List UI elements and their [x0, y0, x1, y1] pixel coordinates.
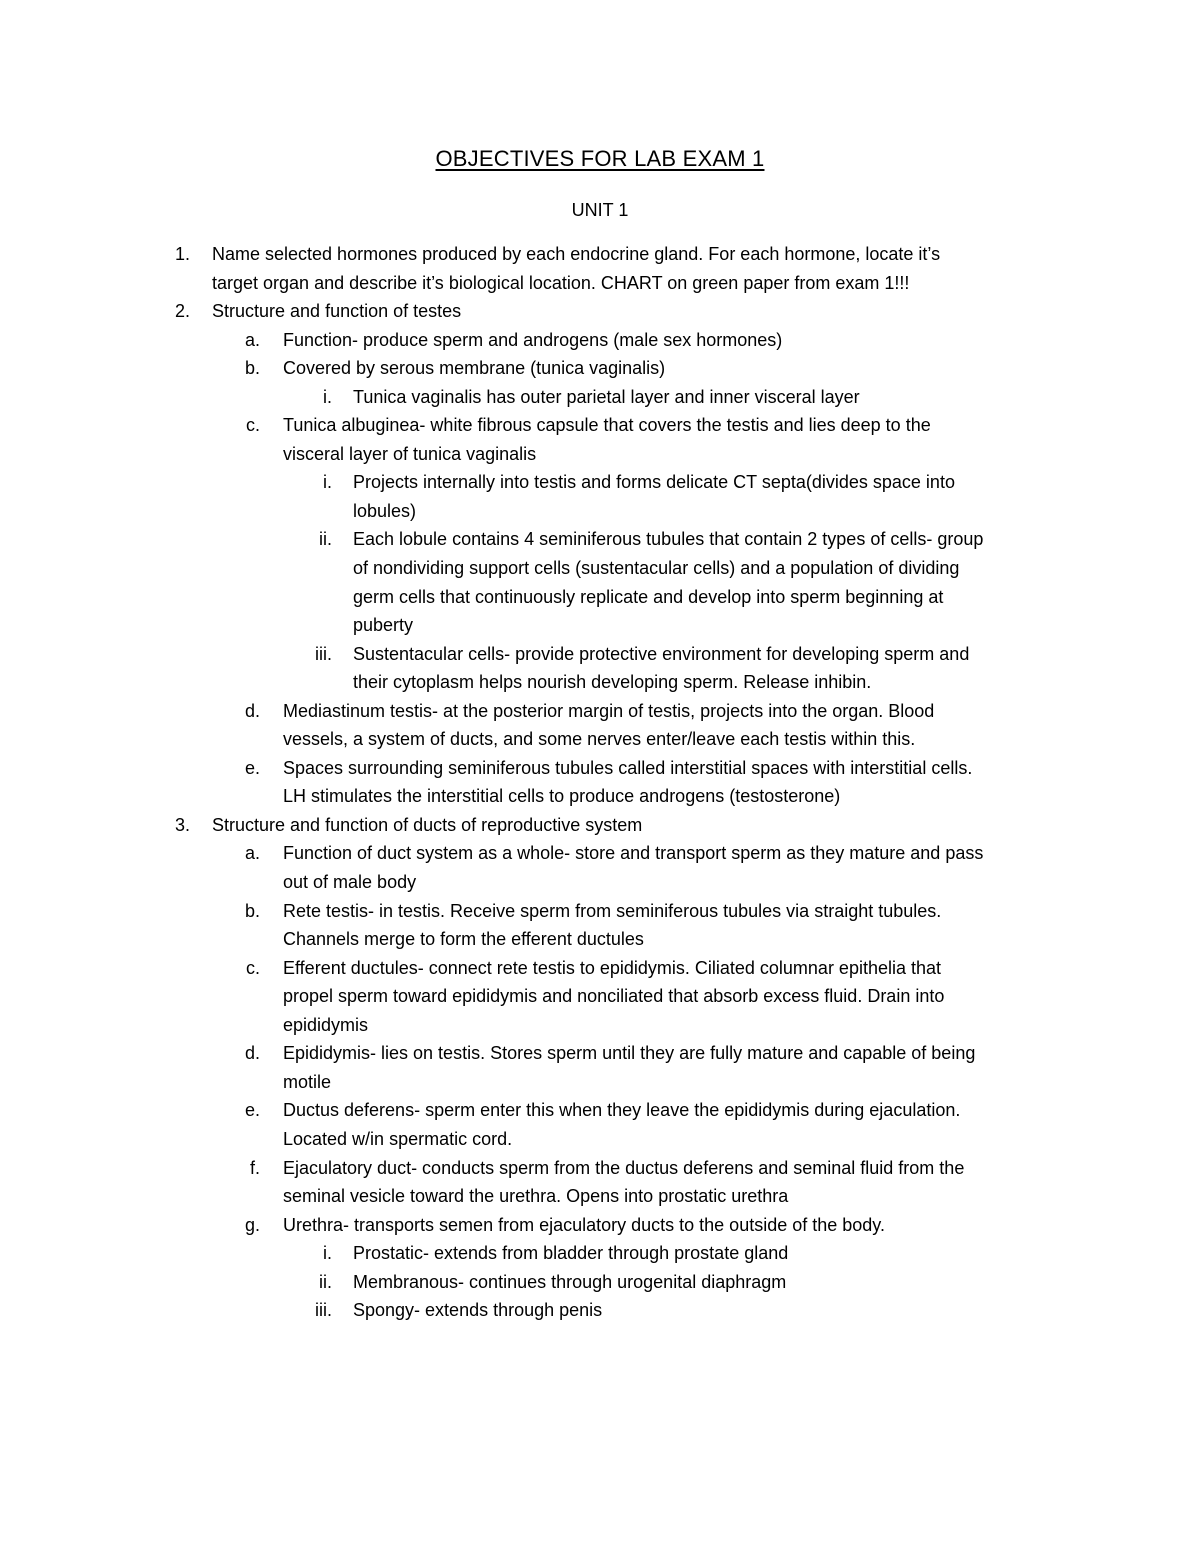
list-item-text: Tunica albuginea- white fibrous capsule that covers the testis and lies deep to the [283, 415, 931, 436]
list-item-text: Efferent ductules- connect rete testis to epididymis. Ciliated columnar epithelia that [283, 957, 942, 978]
list-item-text: Membranous- continues through urogenital diaphragm [353, 1271, 787, 1292]
list-item [0, 868, 1200, 897]
list-item-text: propel sperm toward epididymis and nonciliated that absorb excess fluid. Drain into [283, 986, 945, 1007]
list-item-text: target organ and describe it’s biological location. CHART on green paper from exam 1!!! [212, 272, 910, 293]
list-marker: d. [244, 1043, 260, 1064]
list-marker: e. [244, 1100, 260, 1121]
list-item-text: Mediastinum testis- at the posterior margin of testis, projects into the organ. Blood [283, 700, 935, 721]
list-marker: i. [323, 1243, 332, 1264]
list-marker: iii. [315, 1300, 332, 1321]
list-marker: 1. [174, 244, 190, 264]
list-item [0, 925, 1200, 954]
list-item-text: Structure and function of ducts of reproductive system [212, 814, 643, 835]
list-item-text: Located w/in spermatic cord. [283, 1128, 513, 1149]
list-marker: i. [323, 386, 332, 407]
list-item [0, 1039, 1200, 1068]
list-item [0, 811, 1200, 840]
list-item-text: lobules) [353, 500, 417, 521]
list-item [0, 782, 1200, 811]
list-item [0, 725, 1200, 754]
list-marker: iii. [315, 643, 332, 664]
list-item [0, 269, 1200, 298]
list-item-text: Function of duct system as a whole- store and transport sperm as they mature and pass [283, 843, 984, 864]
list-item-text: epididymis [283, 1014, 369, 1035]
list-item [0, 754, 1200, 783]
list-marker: g. [244, 1214, 260, 1235]
list-item [0, 897, 1200, 926]
list-item-text: Projects internally into testis and forms delicate CT septa(divides space into [353, 472, 955, 493]
list-item-text: Tunica vaginalis has outer parietal layer and inner visceral layer [353, 386, 860, 407]
list-item-text: Epididymis- lies on testis. Stores sperm until they are fully mature and capable of being [283, 1043, 976, 1064]
list-item [0, 1182, 1200, 1211]
list-item-text: Structure and function of testes [212, 301, 462, 322]
list-item-text: LH stimulates the interstitial cells to produce androgens (testosterone) [283, 786, 841, 807]
objectives-list [0, 240, 1200, 1325]
list-marker: 2. [174, 301, 190, 322]
list-marker: e. [244, 757, 260, 778]
list-item-text: Function- produce sperm and androgens (male sex hormones) [283, 329, 783, 350]
list-item [0, 383, 1200, 412]
list-item-text: puberty [353, 615, 414, 636]
list-item [0, 1211, 1200, 1240]
list-marker: f. [249, 1157, 260, 1178]
list-item-text: Spaces surrounding seminiferous tubules called interstitial spaces with interstitial cells. [283, 757, 973, 778]
list-item [0, 1125, 1200, 1154]
list-marker: c. [245, 415, 260, 436]
list-item [0, 1296, 1200, 1325]
list-item [0, 697, 1200, 726]
list-item [0, 468, 1200, 497]
list-item-text: their cytoplasm helps nourish developing sperm. Release inhibin. [353, 672, 872, 693]
list-item [0, 411, 1200, 440]
list-item [0, 839, 1200, 868]
list-marker: a. [244, 329, 260, 350]
list-item-text: Spongy- extends through penis [353, 1300, 603, 1321]
list-marker: b. [244, 900, 260, 921]
list-item-text: Each lobule contains 4 seminiferous tubules that contain 2 types of cells- group [353, 529, 984, 550]
list-item-text: Name selected hormones produced by each endocrine gland. For each hormone, locate it’s [212, 244, 941, 264]
list-item-text: vessels, a system of ducts, and some nerves enter/leave each testis within this. [283, 729, 916, 750]
list-item [0, 1096, 1200, 1125]
list-item [0, 354, 1200, 383]
list-item-text: Rete testis- in testis. Receive sperm from seminiferous tubules via straight tubules. [283, 900, 942, 921]
list-marker: c. [245, 957, 260, 978]
list-item [0, 525, 1200, 554]
list-item [0, 1068, 1200, 1097]
list-marker: i. [323, 472, 332, 493]
list-item [0, 1268, 1200, 1297]
list-item-text: Channels merge to form the efferent ductules [283, 929, 644, 950]
list-item-text: visceral layer of tunica vaginalis [283, 443, 537, 464]
list-item-text: Sustentacular cells- provide protective environment for developing sperm and [353, 643, 970, 664]
list-marker: ii. [319, 1271, 332, 1292]
list-marker: b. [244, 358, 260, 379]
list-item-text: of nondividing support cells (sustentacular cells) and a population of dividing [353, 558, 960, 579]
list-item-text: germ cells that continuously replicate and develop into sperm beginning at [353, 586, 944, 607]
list-item [0, 1011, 1200, 1040]
list-item [0, 497, 1200, 526]
list-item [0, 982, 1200, 1011]
list-item [0, 954, 1200, 983]
list-item-text: Ejaculatory duct- conducts sperm from the ductus deferens and seminal fluid from the [283, 1157, 965, 1178]
list-item [0, 583, 1200, 612]
list-item [0, 668, 1200, 697]
list-marker: a. [244, 843, 260, 864]
list-item [0, 1154, 1200, 1183]
list-item [0, 640, 1200, 669]
list-item [0, 611, 1200, 640]
list-item [0, 1239, 1200, 1268]
list-marker: d. [244, 700, 260, 721]
list-item-text: Urethra- transports semen from ejaculatory ducts to the outside of the body. [283, 1214, 885, 1235]
document-title: OBJECTIVES FOR LAB EXAM 1 [435, 146, 765, 171]
list-item-text: out of male body [283, 872, 417, 893]
list-item [0, 440, 1200, 469]
list-item [0, 297, 1200, 326]
list-item-text: Ductus deferens- sperm enter this when they leave the epididymis during ejaculation. [283, 1100, 961, 1121]
list-item-text: motile [283, 1071, 332, 1092]
list-item-text: Prostatic- extends from bladder through prostate gland [353, 1243, 789, 1264]
unit-heading: UNIT 1 [571, 200, 629, 220]
list-item-text: seminal vesicle toward the urethra. Opens into prostatic urethra [283, 1186, 789, 1207]
list-item [0, 554, 1200, 583]
list-item-text: Covered by serous membrane (tunica vaginalis) [283, 358, 666, 379]
list-item [0, 240, 1200, 269]
list-marker: 3. [174, 814, 190, 835]
list-item [0, 326, 1200, 355]
list-marker: ii. [319, 529, 332, 550]
